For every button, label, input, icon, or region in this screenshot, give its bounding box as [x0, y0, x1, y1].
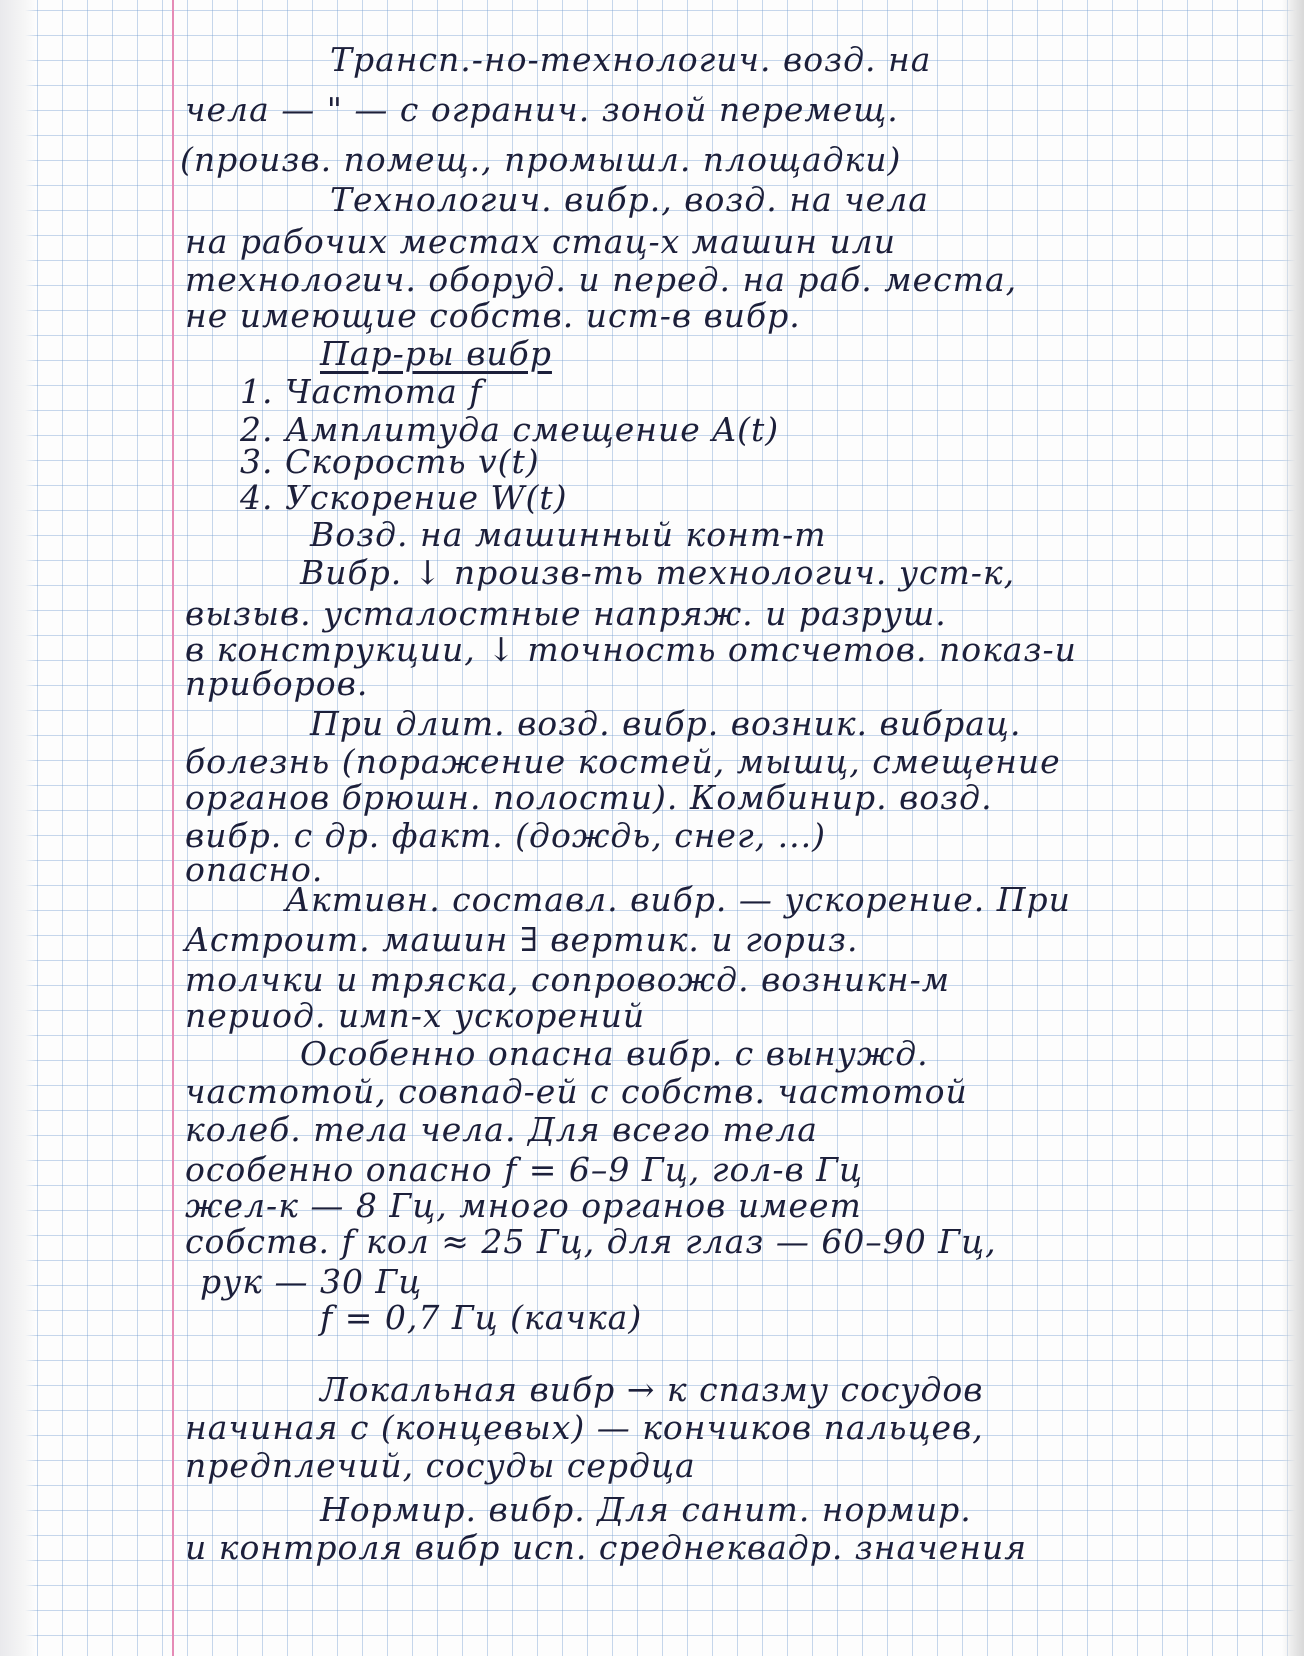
note-line: Нормир. вибр. Для санит. нормир. [320, 1490, 972, 1529]
note-line: частотой, совпад-ей с собств. частотой [185, 1072, 968, 1111]
note-line: Локальная вибр → к спазму сосудов [320, 1370, 984, 1409]
note-line: технологич. оборуд. и перед. на раб. места, [185, 260, 1018, 299]
note-line: Трансп.-но-технологич. возд. на [330, 40, 932, 79]
note-line: период. имп-х ускорений [185, 996, 646, 1035]
note-line: вибр. с др. факт. (дождь, снег, ...) [185, 816, 826, 855]
note-line: Aстроит. машин ∃ вертик. и гориз. [185, 920, 859, 959]
note-line: начиная с (концевых) — кончиков пальцев, [185, 1408, 984, 1447]
note-line: Технологич. вибр., возд. на чела [330, 180, 929, 219]
note-line: толчки и тряска, сопровожд. возникн-м [185, 960, 951, 999]
list-item: 4. Ускорение W(t) [240, 478, 568, 517]
list-item: 3. Скорость v(t) [240, 442, 540, 481]
note-line: (произв. помещ., промышл. площадки) [180, 140, 902, 179]
note-line: колеб. тела чела. Для всего тела [185, 1110, 818, 1149]
note-line: жел-к — 8 Гц, много органов имеет [185, 1186, 862, 1225]
note-line: на рабочих местах стац-х машин или [185, 222, 897, 261]
section-heading: Пар-ры вибр [320, 334, 552, 373]
note-line: Возд. на машинный конт-т [310, 515, 827, 554]
list-item: 2. Амплитуда смещение A(t) [240, 410, 780, 449]
note-line: рук — 30 Гц [200, 1262, 423, 1301]
note-line: собств. f кол ≈ 25 Гц, для глаз — 60–90 Гц, [185, 1222, 997, 1261]
note-line: Вибр. ↓ произв-ть технологич. уст-к, [300, 553, 1016, 592]
note-line: предплечий, сосуды сердца [185, 1446, 696, 1485]
note-line: особенно опасно f = 6–9 Гц, гол-в Гц [185, 1150, 864, 1189]
note-line: болезнь (поражение костей, мышц, смещение [185, 742, 1061, 781]
note-line: чела — " — с огранич. зоной перемещ. [185, 90, 899, 129]
note-line: и контроля вибр исп. среднеквадр. значения [185, 1528, 1028, 1567]
note-line: органов брюшн. полости). Комбинир. возд. [185, 778, 993, 817]
note-line: При длит. возд. вибр. возник. вибрац. [310, 704, 1022, 743]
note-line: опасно. [185, 850, 324, 889]
note-line: Активн. составл. вибр. — ускорение. При [285, 880, 1071, 919]
note-line: не имеющие собств. ист-в вибр. [185, 296, 801, 335]
note-line: f = 0,7 Гц (качка) [320, 1298, 643, 1337]
note-line: в конструкции, ↓ точность отсчетов. показ-и [185, 630, 1077, 669]
list-item: 1. Частота f [240, 372, 483, 411]
note-line: Особенно опасна вибр. с вынужд. [300, 1034, 929, 1073]
note-line: приборов. [185, 664, 369, 703]
note-line: вызыв. усталостные напряж. и разруш. [185, 594, 947, 633]
